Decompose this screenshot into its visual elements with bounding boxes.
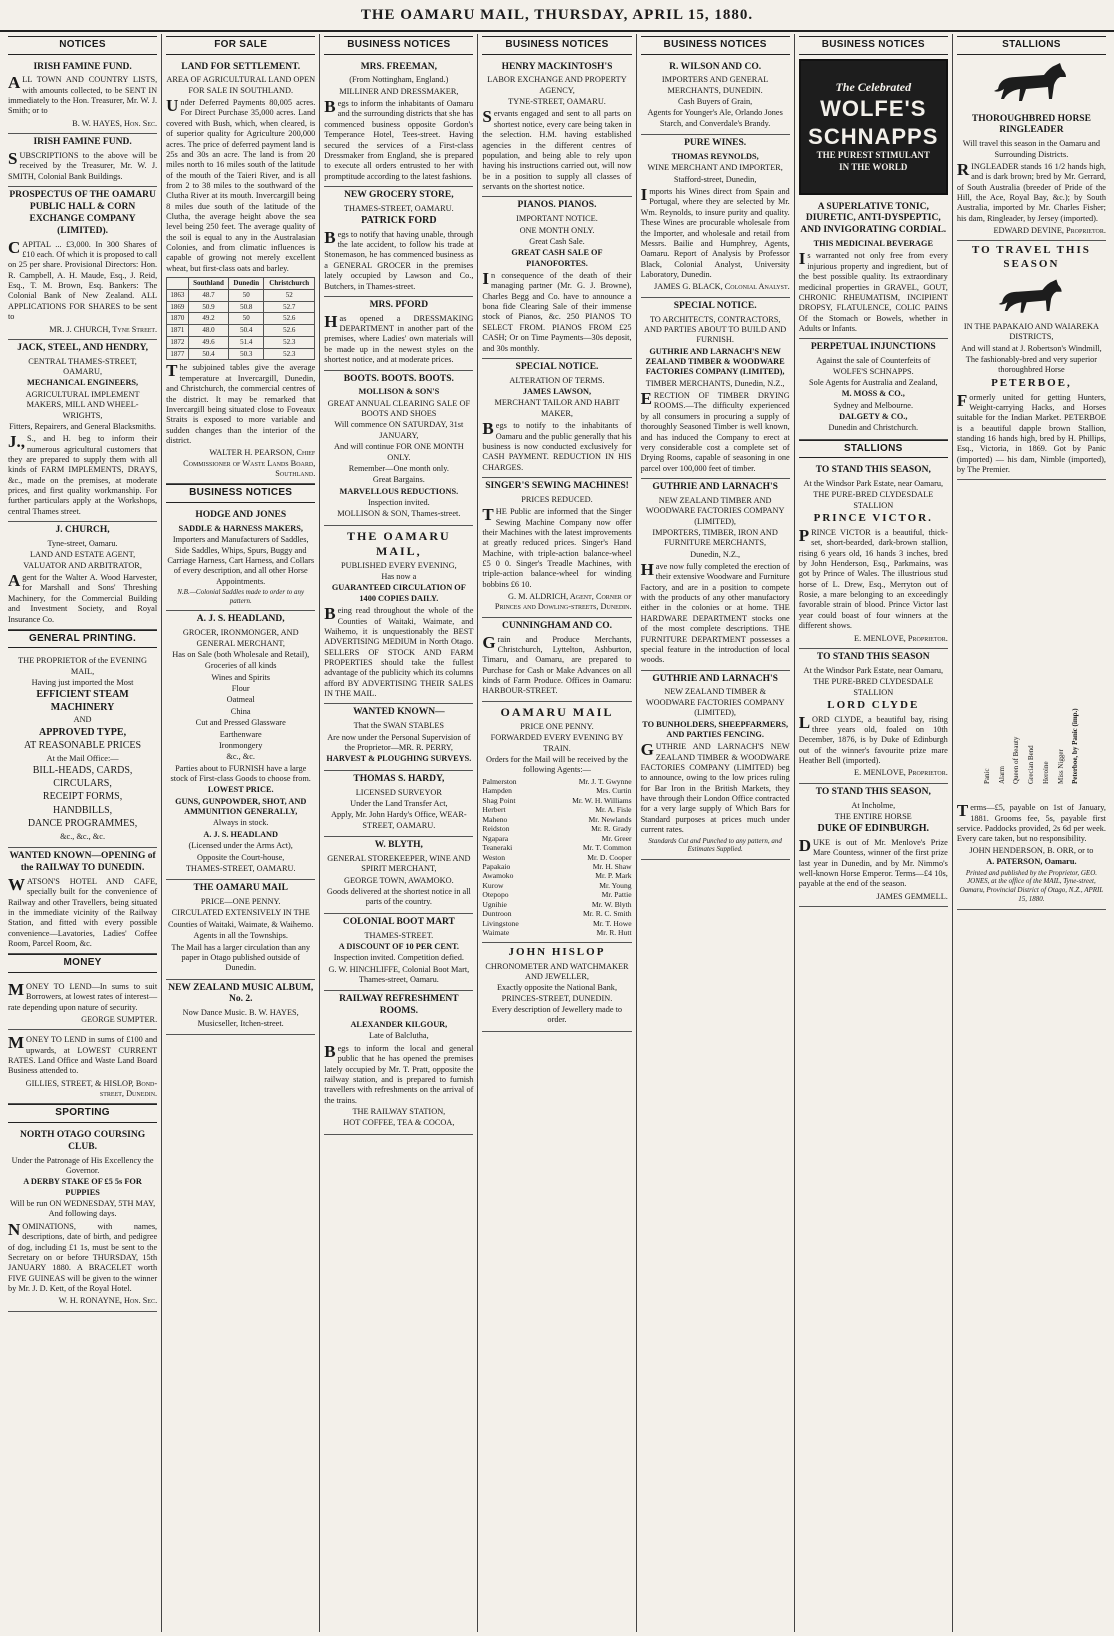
business-ad: WANTED KNOWN— That the SWAN STABLES Are now under the Personal Supervision of the Proprietor—MR. R. PERRY, HARVEST & PLOUGHING SURVEYS. [324, 704, 473, 770]
stallion-ad: TO STAND THIS SEASON, At Incholme, THE ENTIRE HORSE DUKE OF EDINBURGH. DUKE is out of Mr. Menlove's Prize Mare Countess, winner of the first prize last year in Dunedin, and by Mr. Nimmo's well-known Horse Emperor. Terms—£4 10s, payable at the end of the season. JAMES GEMMELL. [799, 784, 948, 907]
business-ad: SINGER'S SEWING MACHINES! PRICES REDUCED. THE Public are informed that the Singer Sewing Machine Company now offer their Machines with the latest improvements at greatly reduced prices. Singer's Hand Machine, with triple-action balance-wheel £5 0 0. Singer's Treadle Machines, with triple-action balance-wheel for winding bobbins £6 10. G. M. ALDRICH, Agent, Corner of Princes and Dowling-streets, Dunedin. [482, 478, 631, 618]
column-5 [637, 34, 795, 1632]
printing-ad: THE PROPRIETOR of the EVENING MAIL, Having just imported the Most EFFICIENT STEAM MACHINERY AND APPROVED TYPE, AT REASONABLE PRICES At the Mail Office:— BILL-HEADS, CARDS, CIRCULARS, RECEIPT FORMS, HANDBILLS, DANCE PROGRAMMES, &c., &c., &c. [8, 652, 157, 848]
newspaper-title: THE OAMARU MAIL, THURSDAY, APRIL 15, 1880. [360, 7, 754, 23]
business-ad: R. WILSON AND CO. IMPORTERS AND GENERAL MERCHANTS, DUNEDIN. Cash Buyers of Grain, Agents for Younger's Ale, Orlando Jones Starch, and Converdale's Brandy. [641, 59, 790, 136]
money-ad: MONEY TO LEND—In sums to suit Borrowers, at lowest rates of interest—rate depending upon nature of security. GEORGE SUMPTER. [8, 977, 157, 1030]
table-row: 1869 50.9 50.8 52.7 [167, 301, 315, 313]
notice-ad: IRISH FAMINE FUND. SUBSCRIPTIONS to the above will be received by the Treasurer, Mr. W. J. SMITH, Colonial Bank Buildings. [8, 134, 157, 187]
section-money: MONEY [8, 954, 157, 973]
sporting-ad: NORTH OTAGO COURSING CLUB. Under the Patronage of His Excellency the Governor. A DERBY STAKE OF £5 5s FOR PUPPIES Will be run ON WEDNESDAY, 5TH MAY, And following days. NOMINATIONS, with names, descriptions, date of birth, and pedigree of dog, including £1 1s, must be sent to the Secretary on or before THURSDAY, 15th JANUARY 1880. A BRACELET worth FIVE GUINEAS will be given to the winner by Mr. J. D. Kett, of the Royal Hotel. W. H. RONAYNE, Hon. Sec. [8, 1127, 157, 1312]
section-business-notices: BUSINESS NOTICES [799, 36, 948, 55]
business-ad: RAILWAY REFRESHMENT ROOMS. ALEXANDER KILGOUR, Late of Balclutha, Begs to inform the local and general public that he has opened the premises lately occupied by Mr. T. Pratt, opposite the railway station, and is prepared to furnish travellers with refreshments on the arrival of the trains. THE RAILWAY STATION, HOT COFFEE, TEA & COCOA, [324, 991, 473, 1134]
temperature-table: Southland Dunedin Christchurch 1863 48.7 50 52 1869 50.9 50.8 52.7 1870 49.2 50 52.6 1871 48.0 50.4 52.6 1872 49.6 51.4 52.3 1877 50.4 50.3 52.3 [166, 277, 315, 360]
section-sporting: SPORTING [8, 1104, 157, 1123]
business-ad: NEW GROCERY STORE, THAMES-STREET, OAMARU. PATRICK FORD Begs to notify that having unable, through the late accident, to follow his trade at Stonemason, he has commenced business as a GENERAL GROCER in the premises lately occupied by Lawson and Co., Butchers, in Thames-street. [324, 187, 473, 297]
column-1 [4, 34, 162, 1632]
section-business-notices: BUSINESS NOTICES [482, 36, 631, 55]
columns [4, 34, 1110, 1632]
table-row: 1863 48.7 50 52 [167, 289, 315, 301]
business-ad: JOHN HISLOP CHRONOMETER AND WATCHMAKER AND JEWELLER, Exactly opposite the National Bank, PRINCES-STREET, DUNEDIN. Every description of Jewellery made to order. [482, 943, 631, 1032]
business-ad: HENRY MACKINTOSH'S LABOR EXCHANGE AND PROPERTY AGENCY, TYNE-STREET, OAMARU. Servants engaged and sent to all parts on shortest notice, every care being taken in the selection. H.M. having established agencies in the different centres of population, and being able to rely upon having his instructions carried out, will now be in a position to supply all classes of servants on the shortest notice. [482, 59, 631, 198]
business-ad: SPECIAL NOTICE. ALTERATION OF TERMS. JAMES LAWSON, MERCHANT TAILOR AND HABIT MAKER, Begs to notify to the inhabitants of Oamaru and the public generally that his business is now conducted exclusively for CASH PAYMENT. REDUCTION IN HIS CHARGES. [482, 359, 631, 478]
stallion-ad: THOROUGHBRED HORSE RINGLEADER Will travel this season in the Oamaru and Surrounding Districts. RINGLEADER stands 16 1/2 hands high, and is dark brown; bred by Mr. Gerrard, of South Australia (breeder of Pride of the Hill, the Ace, Royal Bay, &c.); by South Australia, imported by Mr. Charles Fisher; his dam, Ringleader, by Jersey (imported). EDWARD DEVINE, Proprietor. [957, 111, 1106, 242]
business-ad: THOMAS S. HARDY, LICENSED SURVEYOR Under the Land Transfer Act, Apply, Mr. John Hardy's Office, WEAR-STREET, OAMARU. [324, 771, 473, 837]
list-item: Livingstone Mr. T. Howe [482, 918, 632, 928]
agents-list [482, 777, 631, 938]
business-ad: SPECIAL NOTICE. TO ARCHITECTS, CONTRACTORS, AND PARTIES ABOUT TO BUILD AND FURNISH. GUTHRIE AND LARNACH'S NEW ZEALAND TIMBER & WOODWARE FACTORIES COMPANY (LIMITED), TIMBER MERCHANTS, Dunedin, N.Z., ERECTION OF TIMBER DRYING ROOMS.—The difficulty experienced by all consumers in procuring a supply of thoroughly Seasoned Timber is well known, and has induced the Company to erect at very considerable cost a complete set of Drying Rooms, capable of seasoning in one parcel over 100,000 feet of timber. [641, 298, 790, 479]
list-item: Reidston Mr. R. Grady [482, 824, 632, 834]
list-item: Maheno Mr. Newlands [482, 814, 632, 824]
list-item: Herbert Mr. A. Fisle [482, 805, 632, 815]
section-business-notices: BUSINESS NOTICES [641, 36, 790, 55]
column-2 [162, 34, 320, 1632]
notice-ad: JACK, STEEL, AND HENDRY, CENTRAL THAMES-STREET, OAMARU, MECHANICAL ENGINEERS, AGRICULTURAL IMPLEMENT MAKERS, MILL AND WHEEL-WRIGHTS, Fitters, Repairers, and General Blacksmiths. J.,S., and H. beg to inform their numerous agricultural customers that they are prepared to supply them with all kinds of FARM IMPLEMENTS, DRAYS, &c., made on the premises, at moderate prices, and first quality workmanship. For further particulars apply at the Workshops, central Thames street. [8, 340, 157, 522]
wanted-ad: WANTED KNOWN—OPENING of the RAILWAY TO DUNEDIN. WATSON'S HOTEL AND CAFE, specially built for the convenience of Railway and other Travellers, being situated in the immediate vicinity of the Railway Station, and fitted with every possible convenience—Lavatories, Ladies' Coffee Room, Parcel Room, &c. [8, 848, 157, 954]
business-ad: PERPETUAL INJUNCTIONS Against the sale of Counterfeits of WOLFE'S SCHNAPPS. Sole Agents for Australia and Zealand, M. MOSS & CO., Sydney and Melbourne. DALGETY & CO., Dunedin and Christchurch. [799, 339, 948, 439]
schnapps-advert-image: The Celebrated WOLFE'S SCHNAPPS THE PUREST STIMULANT IN THE WORLD [799, 59, 948, 195]
masthead [0, 0, 1114, 32]
land-ad: LAND FOR SETTLEMENT. AREA OF AGRICULTURAL LAND OPEN FOR SALE IN SOUTHLAND. Under Deferred Payments 80,005 acres. For Direct Purchase 35,000 acres. Land covered with Bush, which, when cleared, is of superior quality for Agriculture 200,000 acres. The price of deferred payment land is 25s and 30s an acre. The land is from 20 miles north to 16 miles south of the latitude of the mouth of the Taieri River, and is all from 2 to 38 miles to the southward of the Clutha River at its mouth. Invercargill being 8 miles due south of the latitude of the Clutha, the average height above the sea level being 250 feet. The average quality of the soil is equal to any in the Australasian Colonies, and from climatic influences is capable of growing not merely excellent wheat, but first-class oats and barley. Southland Dunedin Christchurch 1863 48.7 50 52 1869 50.9 50.8 52.7 1870 49.2 50 52.6 1871 48.0 50.4 52.6 1872 49.6 51.4 52.3 1877 50.4 50.3 52.3 The subjoined tables give the average temperature at Invercargill, Dunedin, and Christchurch, the commercial centres of the district. It may be remarked that Invercargill being situated close to Foveaux Straits is exposed to more variable and sudden changes than the interior of the district. WALTER H. PEARSON, Chief Commissioner of Waste Lands Board, Southland. [166, 59, 315, 485]
stallion-ad: TO TRAVEL THIS SEASON IN THE PAPAKAIO AND WAIAREKA DISTRICTS, And will stand at J. Robertson's Windmill, The fashionably-bred and very superior thoroughbred Horse PETERBOE, Formerly united for getting Hunters, Weight-carrying Hacks, and Horses suitable for the Indian Market. PETERBOE is a beautiful dapple brown Stallion, standing 16 hands high, bred by H. Phillips, Esq., Victoria, in 1869. Got by Panic (imported) — his dam, Nimble (imported), by The Premier. [957, 241, 1106, 480]
stallion-ad: Terms—£5, payable on 1st of January, 1881. Grooms fee, 5s, payable first service. Paddocks provided, 2s 6d per week. Every care taken, but no responsibility. JOHN HENDERSON, B. ORR, or to A. PATERSON, Oamaru. Printed and published by the Proprietor, GEO. JONES, at the office of the MAIL, Tyne-street, Oamaru, Provincial District of Otago, N.Z., APRIL 15, 1880. [957, 798, 1106, 909]
list-item: Shag Point Mr. W. H. Williams [482, 795, 632, 805]
money-ad: MONEY TO LEND in sums of £100 and upwards, at LOWEST CURRENT RATES. Land Office and Waste Land Board Business attended to. GILLIES, STREET, & HISLOP, Bond-street, Dunedin. [8, 1030, 157, 1104]
business-ad: HODGE AND JONES SADDLE & HARNESS MAKERS, Importers and Manufacturers of Saddles, Side Saddles, Whips, Spurs, Buggy and Carriage Harness, Cart Harness, and Collars of every description, and all other Horse Appointments. N.B.—Colonial Saddles made to order to any pattern. [166, 507, 315, 612]
business-ad: NEW ZEALAND MUSIC ALBUM, No. 2. Now Dance Music. B. W. HAYES, Musicseller, Itchen-street. [166, 980, 315, 1035]
business-ad: COLONIAL BOOT MART THAMES-STREET. A DISCOUNT OF 10 PER CENT. Inspection invited. Competition defied. G. W. HINCHLIFFE, Colonial Boot Mart, Thames-street, Oamaru. [324, 914, 473, 992]
business-ad: THE OAMARU MAIL PRICE—ONE PENNY. CIRCULATED EXTENSIVELY IN THE Counties of Waitaki, Waimate, & Waihemo. Agents in all the Townships. The Mail has a larger circulation than any paper in Otago published outside of Dunedin. [166, 880, 315, 979]
list-item: Duntroon Mr. R. C. Smith [482, 909, 632, 919]
list-item: Weston Mr. D. Cooper [482, 852, 632, 862]
business-ad: PURE WINES. THOMAS REYNOLDS, WINE MERCHANT AND IMPORTER, Stafford-street, Dunedin, Imports his Wines direct from Spain and Portugal, where they are selected by Mr. Wm. Reynolds, to insure purity and quality. These Wines are procurable wholesale from the Importer, and wholesale and retail from Messrs. Bailie and Humphrey, Agents, Oamaru. Report of Analysis by Professor Black, Colonial Analyst, University Laboratory, Dunedin. JAMES G. BLACK, Colonial Analyst. [641, 135, 790, 298]
section-notices: NOTICES [8, 36, 157, 55]
list-item: Palmerston Mr. J. T. Gwynne [482, 776, 632, 786]
table-row: 1870 49.2 50 52.6 [167, 313, 315, 325]
horse-illustration-icon [986, 59, 1076, 107]
list-item: Teaneraki Mr. T. Common [482, 843, 632, 853]
horse-illustration-icon [991, 276, 1071, 318]
list-item: Otepopo Mr. Pattie [482, 890, 632, 900]
column-4 [478, 34, 636, 1632]
pedigree-table: Panic Alarm Queen of Beauty Grecian Bend Heroine Miss Nigger Peterboe, by Panic (imp.) [982, 708, 1080, 785]
list-item: Ngapara Mr. Greer [482, 833, 632, 843]
business-ad: MRS. FREEMAN, (From Nottingham, England.) MILLINER AND DRESSMAKER, Begs to inform the inhabitants of Oamaru and the surrounding districts that she has commenced business opposite Gordon's Temperance Hotel, Tees-street. Having secured the services of a First-class Dressmaker from England, she is prepared to execute all orders entrusted to her with promptitude according to the latest fashions. [324, 59, 473, 187]
business-ad: BOOTS. BOOTS. BOOTS. MOLLISON & SON'S GREAT ANNUAL CLEARING SALE OF BOOTS AND SHOES Will commence ON SATURDAY, 31st JANUARY, And will continue FOR ONE MONTH ONLY. Remember—One month only. Great Bargains. MARVELLOUS REDUCTIONS. Inspection invited. MOLLISON & SON, Thames-street. [324, 371, 473, 526]
business-ad: THE OAMARU MAIL, PUBLISHED EVERY EVENING, Has now a GUARANTEED CIRCULATION OF 1400 COPIES DAILY. Being read throughout the whole of the Counties of Waitaki, Waimate, and Waihemo, it is unquestionably the BEST ADVERTISING MEDIUM in North Otago. SELLERS OF STOCK AND FARM PROPERTIES should take the fullest advantage of the publicity which its columns afford BY ADVERTISING THEIR SALES IN THE MAIL. [324, 526, 473, 705]
list-item: Waimate Mr. R. Hutt [482, 928, 632, 938]
list-item: Hampden Mrs. Curtin [482, 786, 632, 796]
column-6 [795, 34, 953, 1632]
list-item: Awamoko Mr. P. Mark [482, 871, 632, 881]
list-item: Papakaio Mr. H. Shaw [482, 862, 632, 871]
business-ad: W. BLYTH, GENERAL STOREKEEPER, WINE AND SPIRIT MERCHANT, GEORGE TOWN, AWAMOKO. Goods delivered at the shortest notice in all parts of the country. [324, 837, 473, 914]
notice-ad: J. CHURCH, Tyne-street, Oamaru. LAND AND ESTATE AGENT, VALUATOR AND ARBITRATOR, Agent for the Walter A. Wood Harvester, for Marshall and Sons' Threshing Machinery, for the Commercial Building and Investment Society, and Royal Insurance Co. [8, 522, 157, 630]
business-ad: A SUPERLATIVE TONIC, DIURETIC, ANTI-DYSPEPTIC, AND INVIGORATING CORDIAL. THIS MEDICINAL BEVERAGE Is warranted not only free from every injurious property and ingredient, but of the best possible quality. Its extraordinary medicinal properties in GRAVEL, GOUT, CHRONIC RHEUMATISM, INCIPIENT DROPSY, FLATULENCE, COLIC PAINS Of the Stomach or Bowels, whether in Adults or Infants. [799, 199, 948, 340]
notice-ad: PROSPECTUS OF THE OAMARU PUBLIC HALL & CORN EXCHANGE COMPANY (LIMITED). CAPITAL ... £3,000. In 300 Shares of £10 each. Of which it is proposed to call on 25 per share. Provisional Directors: Hon. R. Campbell, A. H. Maude, Esq., J. Reid, Esq., T. M. Brown, Esq. Bankers: The Colonial Bank of New Zealand. ALL APPLICATIONS FOR SHARES to be sent to MR. J. CHURCH, Tyne Street. [8, 187, 157, 340]
business-ad: GUTHRIE AND LARNACH'S NEW ZEALAND TIMBER AND WOODWARE FACTORIES COMPANY (LIMITED), IMPORTERS, TIMBER, IRON AND FURNITURE MERCHANTS, Dunedin, N.Z., Have now fully completed the erection of their extensive Woodware and Furniture Factory, and are in a position to compete with the products of any other manufactory either in the colonies or at home. THE HARDWARE DEPARTMENT stocks one of the most complete descriptions. THE FURNITURE DEPARTMENT possesses a special feature in the introduction of local woods. [641, 479, 790, 671]
table-row: 1871 48.0 50.4 52.6 [167, 325, 315, 337]
section-for-sale: FOR SALE [166, 36, 315, 55]
business-ad: MRS. PFORD Has opened a DRESSMAKING DEPARTMENT in another part of the premises, where Ladies' own materials will be made up in the newest styles on the shortest notice, and at moderate prices. [324, 297, 473, 371]
section-business-notices: BUSINESS NOTICES [324, 36, 473, 55]
list-item: Ugnihie Mr. W. Blyth [482, 899, 632, 909]
column-7 [953, 34, 1110, 1632]
imprint: Printed and published by the Proprietor, GEO. JONES, at the office of the MAIL, Tyne-street, Oamaru, Provincial District of Otago, N.Z., APRIL 15, 1880. [959, 868, 1104, 903]
business-ad: GUTHRIE AND LARNACH'S NEW ZEALAND TIMBER & WOODWARE FACTORIES COMPANY (LIMITED), TO BUNHOLDERS, SHEEPFARMERS, AND PARTIES FENCING. GUTHRIE AND LARNACH'S NEW ZEALAND TIMBER & WOODWARE FACTORIES COMPANY (LIMITED) beg to announce, owing to the low prices ruling for Bar Iron in the British Markets, they have through their London Office contracted for a very large supply of Which Bars for Standard purposes at prices much under current rates. Standards Cut and Punched to any pattern, and Estimates Supplied. [641, 671, 790, 860]
table-row: 1872 49.6 51.4 52.3 [167, 336, 315, 348]
notice-ad: IRISH FAMINE FUND. ALL TOWN AND COUNTRY LISTS, with amounts collected, to be SENT IN immediately to the Hon. Treasurer, Mr. W. J. Smith; or to B. W. HAYES, Hon. Sec. [8, 59, 157, 135]
section-stallions: STALLIONS [957, 36, 1106, 55]
section-business-notices: BUSINESS NOTICES [166, 484, 315, 503]
column-3 [320, 34, 478, 1632]
list-item: Kurow Mr. Young [482, 880, 632, 890]
business-ad: A. J. S. HEADLAND, GROCER, IRONMONGER, AND GENERAL MERCHANT, Has on Sale (both Wholesale and Retail), Groceries of all kinds Wines and Spirits Flour Oatmeal China Cut and Pressed Glassware Earthenware Ironmongery &c., &c. Parties about to FURNISH have a large stock of First-class Goods to choose from. LOWEST PRICE. GUNS, GUNPOWDER, SHOT, AND AMMUNITION GENERALLY, Always in stock. A. J. S. HEADLAND (Licensed under the Arms Act), Opposite the Court-house, THAMES-STREET, OAMARU. [166, 611, 315, 880]
section-stallions: STALLIONS [799, 440, 948, 459]
business-ad: OAMARU MAIL PRICE ONE PENNY. FORWARDED EVERY EVENING BY TRAIN. Orders for the Mail will be received by the following Agents:— Palmerston Mr. J. T. Gwynne Hampden Mrs. Curtin Shag Point Mr. W. H. Williams Herbert Mr. A. Fisle Maheno Mr. Newlands Reidston Mr. R. Grady Ngapara Mr. Greer Teaneraki Mr. T. Common Weston Mr. D. Cooper Papakaio Mr. H. Shaw Awamoko Mr. P. Mark Kurow Mr. Young Otepopo Mr. Pattie Ugnihie Mr. W. Blyth Duntroon Mr. R. C. Smith Livingstone Mr. T. Howe Waimate Mr. R. Hutt [482, 702, 631, 943]
business-ad: CUNNINGHAM AND CO. Grain and Produce Merchants, Christchurch, Lyttelton, Ashburton, Timaru, and Oamaru, are prepared to Purchase for Cash or Make Advances on all kinds of Farm Produce. Offices in Oamaru: HARBOUR-STREET. [482, 618, 631, 702]
business-ad: PIANOS. PIANOS. IMPORTANT NOTICE. ONE MONTH ONLY. Great Cash Sale. GREAT CASH SALE OF PIANOFORTES. In consequence of the death of their managing partner (Mr. G. J. Browne), Charles Begg and Co. have to announce a bona fide Clearing Sale of their immense stock of Pianos, &c. 250 PIANOS TO SELECT FROM. PIANOS FROM £25 CASH; Or on Time Payments—30s deposit, and 30s monthly. [482, 197, 631, 359]
section-general-printing: GENERAL PRINTING. [8, 630, 157, 649]
stallion-ad: TO STAND THIS SEASON At the Windsor Park Estate, near Oamaru, THE PURE-BRED CLYDESDALE STALLION LORD CLYDE LORD CLYDE, a beautiful bay, rising three years old, foaled on 10th December, 1876, is by Duke of Edinburgh out of the winner's favourite prize mare Heather Bell (imported). E. MENLOVE, Proprietor. [799, 649, 948, 784]
table-row: 1877 50.4 50.3 52.3 [167, 348, 315, 360]
stallion-ad: TO STAND THIS SEASON, At the Windsor Park Estate, near Oamaru, THE PURE-BRED CLYDESDALE STALLION PRINCE VICTOR. PRINCE VICTOR is a beautiful, thick-set, short-bearded, dark-brown stallion, rising 6 years old, 16 hands 3 inches, bred by John Henderson, Esq., Parkmains, was got by Prince of Wales. The illustrious stud horse of L. Drew, Esq., Merryton out of Rosie, a mare belonging to an exceedingly favorable strain of blood. Prince Victor last year could boast of four winners at the different shows. E. MENLOVE, Proprietor. [799, 462, 948, 649]
